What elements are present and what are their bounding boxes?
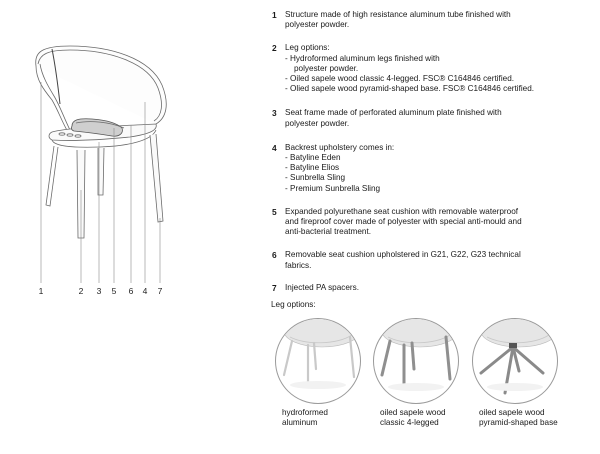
aluminum-legs-icon xyxy=(276,319,360,403)
leg-option-classic xyxy=(373,318,463,428)
spec-subitem: - Hydroformed aluminum legs finished with xyxy=(285,53,440,63)
callout-number: 7 xyxy=(157,286,163,296)
spec-text: Backrest upholstery comes in: xyxy=(285,142,395,152)
leg-option-caption xyxy=(472,408,562,428)
spec-subitem: - Olied sapele wood pyramid-shaped base. FSC® C164846 certified. xyxy=(285,84,535,94)
spec-text: polyester powder. xyxy=(285,118,350,128)
spec-subitem: - Batyline Eden xyxy=(285,153,341,163)
chair-outline xyxy=(36,46,167,238)
leg-option-image xyxy=(275,318,361,404)
callout-number: 5 xyxy=(111,286,117,296)
spec-item xyxy=(268,10,593,30)
leg-option-aluminum xyxy=(275,318,365,428)
spec-item xyxy=(268,207,593,238)
spec-subitem: - Sunbrella Sling xyxy=(285,173,346,183)
callout-number: 6 xyxy=(128,286,134,296)
spec-text: Removable seat cushion upholstered in G21, G22, G23 technical xyxy=(285,250,521,260)
spec-subitem: - Premium Sunbrella Sling xyxy=(285,183,381,193)
spec-text: Expanded polyurethane seat cushion with removable waterproof xyxy=(285,206,519,216)
callout-number: 4 xyxy=(142,286,148,296)
spec-number: 3 xyxy=(272,108,277,119)
spec-subitem: - Batyline Elios xyxy=(285,163,340,173)
leg-option-caption xyxy=(373,408,463,428)
spec-text: fabrics. xyxy=(285,260,312,270)
spec-item xyxy=(268,143,593,194)
spec-subitem: - Oiled sapele wood classic 4-legged. FSC® C164846 certified. xyxy=(285,74,515,84)
spec-number: 1 xyxy=(272,10,277,20)
spec-item xyxy=(268,283,593,293)
spec-number: 6 xyxy=(272,250,277,261)
leg-option-pyramid xyxy=(472,318,562,428)
spec-subitem-continuation: polyester powder. xyxy=(294,63,359,73)
caption-line: oiled sapele wood xyxy=(479,408,545,417)
caption-line: hydroformed xyxy=(282,408,328,417)
spec-text: Seat frame made of perforated aluminum plate finished with xyxy=(285,108,502,118)
spec-text: Leg options: xyxy=(285,43,330,53)
caption-line: oiled sapele wood xyxy=(380,408,446,417)
callout-number: 1 xyxy=(38,286,44,296)
spec-list xyxy=(268,10,593,293)
leg-option-image xyxy=(472,318,558,404)
chair-diagram xyxy=(0,0,250,310)
spec-number: 7 xyxy=(272,282,277,293)
caption-line: classic 4-legged xyxy=(380,418,439,427)
callout-number: 2 xyxy=(78,286,84,296)
spec-text: and fireproof cover made of polyester with special anti-mould and xyxy=(285,217,522,227)
spec-text: polyester powder. xyxy=(285,20,350,30)
spec-text: Structure made of high resistance aluminum tube finished with xyxy=(285,10,511,19)
spec-item xyxy=(268,250,593,270)
callout-numbers xyxy=(0,286,250,300)
caption-line: pyramid-shaped base xyxy=(479,418,558,427)
caption-line: aluminum xyxy=(282,418,318,427)
spec-number: 5 xyxy=(272,206,277,217)
spec-number: 2 xyxy=(272,43,277,54)
spec-item xyxy=(268,43,593,94)
leg-option-image xyxy=(373,318,459,404)
spec-item xyxy=(268,108,593,128)
pyramid-base-icon xyxy=(473,319,557,403)
leg-options-heading: Leg options: xyxy=(271,300,316,309)
wood-legs-icon xyxy=(374,319,458,403)
callout-number: 3 xyxy=(96,286,102,296)
spec-text: anti-bacterial treatment. xyxy=(285,227,372,237)
spec-number: 4 xyxy=(272,142,277,153)
leg-option-caption xyxy=(275,408,365,428)
spec-text: Injected PA spacers. xyxy=(285,282,360,292)
